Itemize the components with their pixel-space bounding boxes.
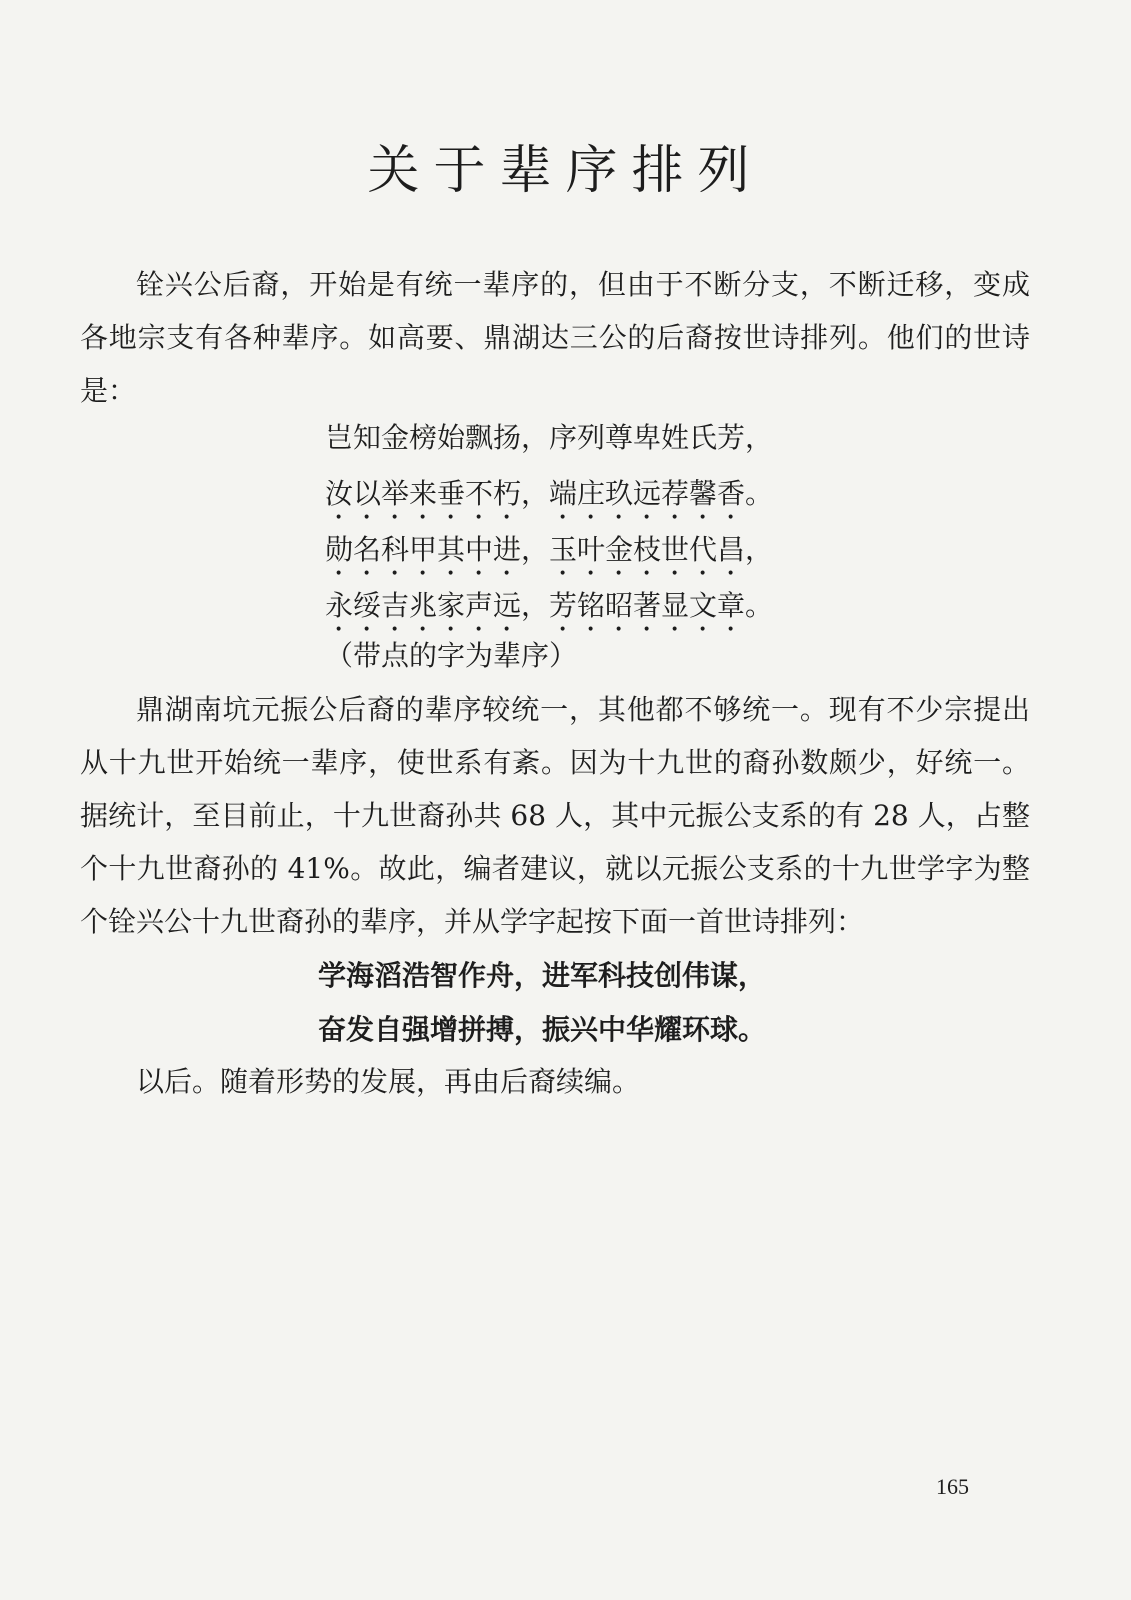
page-number: 165 (936, 1474, 969, 1499)
page-title: 关于辈序排列 (367, 141, 764, 201)
verse-note: （带点的字为辈序） (325, 639, 578, 672)
closing-paragraph: 以后。随着形势的发展，再由后裔续编。 (136, 1065, 641, 1098)
verse-line-2: 汝以举来垂不朽，端庄玖远荐馨香。 (325, 477, 774, 510)
intro-paragraph: 铨兴公后裔，开始是有统一辈序的，但由于不断分支，不断迁移，变成各地宗支有各种辈序。如高要、鼎湖达三公的后裔按世诗排列。他们的世诗是： (80, 268, 1030, 407)
new-poem-line-1: 学海滔浩智作舟，进军科技创伟谋， (318, 959, 767, 992)
proposal-paragraph: 鼎湖南坑元振公后裔的辈序较统一，其他都不够统一。现有不少宗提出从十九世开始统一辈序，使世系有紊。因为十九世的裔孙数颇少，好统一。据统计，至目前止，十九世裔孙共 68 人，其中元振公支系的有 28 人，占整个十九世裔孙的 41%。故此，编者建议，就以元振公支系的十九世学字为整个铨兴公十九世裔孙的辈序，并从学字起按下面一首世诗排列： (80, 693, 1030, 938)
verse-line-1: 岂知金榜始飘扬，序列尊卑姓氏芳， (325, 421, 774, 454)
new-poem-line-2: 奋发自强增拼搏，振兴中华耀环球。 (318, 1013, 767, 1046)
verse-line-3: 勋名科甲其中进，玉叶金枝世代昌， (325, 533, 774, 566)
verse-line-4: 永绥吉兆家声远，芳铭昭著显文章。 (325, 589, 774, 622)
